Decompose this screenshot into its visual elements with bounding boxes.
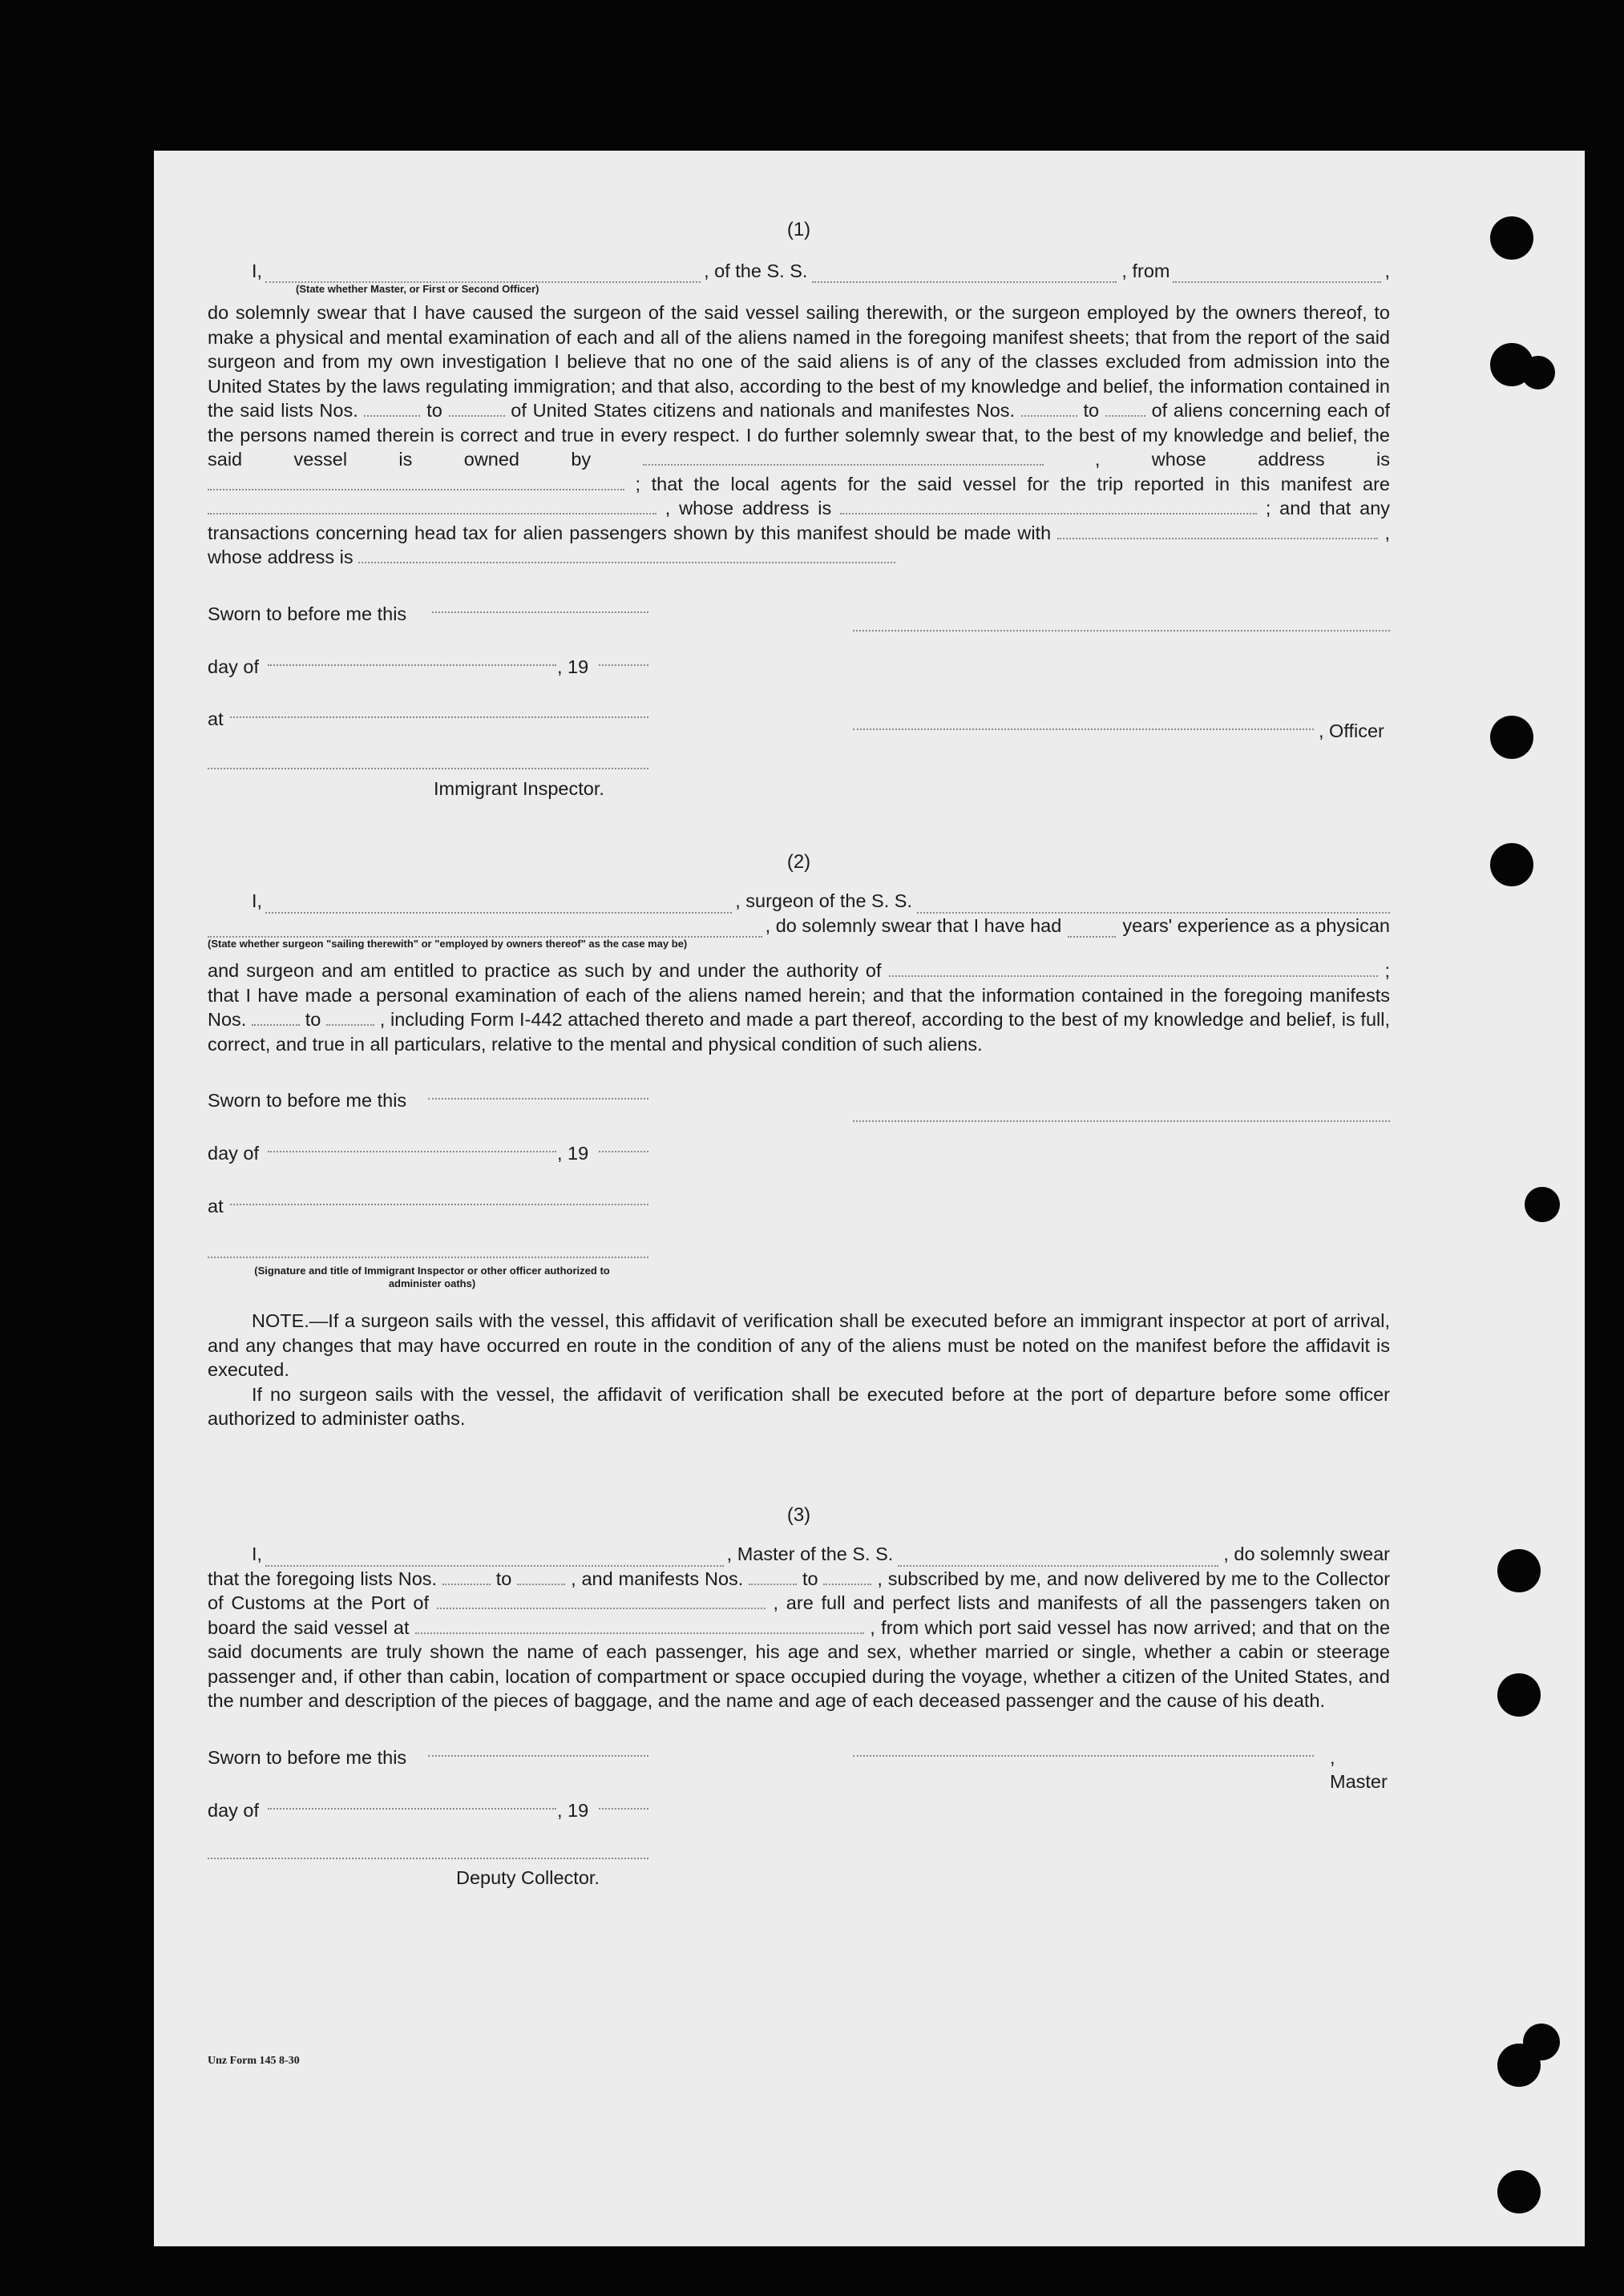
section1-signatures: Sworn to before me this day of , 19 at , Officer Immigrant Inspector. <box>208 570 1390 810</box>
surgeon-signature-field[interactable] <box>853 1120 1390 1122</box>
agents-field[interactable] <box>208 498 656 514</box>
month-field[interactable] <box>268 1808 556 1810</box>
officer-note: (State whether Master, or First or Second Officer) <box>296 283 539 295</box>
surgeon-status-line: , do solemnly swear that I have had years' experience as a physican <box>208 914 1390 938</box>
master-list-to-field[interactable] <box>517 1569 565 1585</box>
year-field[interactable] <box>599 1808 648 1810</box>
note-paragraph: If no surgeon sails with the vessel, the affidavit of verification shall be executed before at the port of departure before some officer authorized to administer oaths. <box>208 1383 1390 1429</box>
section-number: (3) <box>786 1503 811 1526</box>
manifest-to-field[interactable] <box>1105 401 1145 417</box>
list-to-field[interactable] <box>449 401 505 417</box>
section3-paragraph: that the foregoing lists Nos. to , and manifests Nos. to , subscribed by me, and now delivered by me to the Collector of Customs at the Port of , are full and perfect lists and manifests of all the passengers taken on board the said vessel at , from which port said vessel has now arrived; and that on the said documents are truly shown the name of each passenger, his age and sex, whether married or single, whether a cabin or steerage passenger and, if other than cabin, location of compartment or space occupied during the voyage, whether a citizen of the United States, and the number and description of the pieces of baggage, and the name and age of each deceased passenger and the cause of his death. <box>208 1568 1391 1711</box>
month-field[interactable] <box>268 664 556 666</box>
section1-paragraph: do solemnly swear that I have caused the surgeon of the said vessel sailing therewith, or the surgeon employed by the owners thereof, to make a physical and mental examination of each and all of the aliens named in the foregoing manifest sheets; that from the report of the said surgeon and from my own investigation I believe that no one of the said aliens is of any of the classes excluded from admission into the United States by the laws regulating immigration; and that also, according to the best of my knowledge and belief, the information contained in the said lists Nos. to of United States citizens and nationals and manifestes Nos. to of aliens concerning each of the persons named therein is correct and true in every respect. I do further solemnly swear that, to the best of my knowledge and belief, the said vessel is owned by , whose address is ; that the local agents for the said vessel for the trip reported in this manifest are , whose address is ; and that any transactions concerning head tax for alien passengers shown by this manifest should be made with , whose address is <box>208 302 1391 567</box>
years-field[interactable] <box>1068 922 1116 938</box>
punch-hole <box>1490 216 1533 260</box>
master-manifest-from-field[interactable] <box>749 1569 797 1585</box>
section-number: (1) <box>786 219 811 240</box>
section-number: (2) <box>786 850 811 873</box>
place-field[interactable] <box>230 716 648 718</box>
owner-field[interactable] <box>643 450 1044 466</box>
inspector-signature-field[interactable] <box>208 1257 648 1258</box>
list-from-field[interactable] <box>364 401 420 417</box>
officer-title-field[interactable] <box>853 728 1314 730</box>
ship-name-field[interactable] <box>812 267 1117 283</box>
port-field[interactable] <box>437 1593 766 1609</box>
head-tax-party-field[interactable] <box>1057 523 1378 539</box>
surgeon-ship-field[interactable] <box>917 898 1390 914</box>
deputy-signature-field[interactable] <box>208 1858 648 1859</box>
punch-hole <box>1497 2044 1541 2087</box>
owner-address-field[interactable] <box>208 474 624 490</box>
year-field[interactable] <box>599 664 648 666</box>
punch-hole <box>1490 716 1533 759</box>
section2-paragraph: and surgeon and am entitled to practice as such by and under the authority of ; that I have made a personal examination of each of the aliens named herein; and that the information contained in the foregoing manifests Nos. to , including Form I-442 attached thereto and made a part thereof, according to the best of my knowledge and belief, is full, correct, and true in all particulars, relative to the mental and physical condition of such aliens. <box>208 960 1391 1055</box>
form-number: Unz Form 145 8-30 <box>208 2055 300 2067</box>
punch-hole <box>1521 356 1555 389</box>
surgeon-manifest-from-field[interactable] <box>252 1010 300 1026</box>
master-signature-field[interactable] <box>853 1755 1314 1757</box>
punch-hole <box>1497 1673 1541 1717</box>
master-list-from-field[interactable] <box>442 1569 491 1585</box>
surgeon-manifest-to-field[interactable] <box>326 1010 374 1026</box>
authority-field[interactable] <box>889 961 1378 977</box>
surgeon-note: (State whether surgeon "sailing therewith" or "employed by owners thereof" as the case may be) <box>208 938 688 950</box>
punch-hole <box>1490 843 1533 886</box>
punch-hole <box>1497 2170 1541 2213</box>
note-paragraph: NOTE.—If a surgeon sails with the vessel, this affidavit of verification shall be executed before an immigrant inspector at port of arrival, and any changes that may have occurred en route in the condition of any of the aliens must be noted on the manifest before the affidavit is executed. <box>208 1310 1390 1380</box>
month-field[interactable] <box>268 1151 556 1152</box>
officer-signature-field[interactable] <box>853 630 1390 632</box>
affidavit-text <box>208 218 1391 1888</box>
surgeon-name-field[interactable] <box>265 898 732 914</box>
officer-name-field[interactable] <box>265 267 701 283</box>
from-port-field[interactable] <box>1173 267 1381 283</box>
inspector-signature-field[interactable] <box>208 768 648 769</box>
surgeon-line: I, , surgeon of the S. S. <box>208 889 1390 914</box>
section3-signatures: Sworn to before me this , Master day of , 19 Deputy Collector. <box>208 1746 1388 1888</box>
master-manifest-to-field[interactable] <box>823 1569 871 1585</box>
sworn-day-field[interactable] <box>428 1755 648 1757</box>
place-field[interactable] <box>230 1204 648 1205</box>
punch-hole <box>1497 1549 1541 1592</box>
embarkation-port-field[interactable] <box>415 1618 864 1634</box>
head-tax-address-field[interactable] <box>358 547 895 563</box>
master-ship-field[interactable] <box>898 1551 1218 1567</box>
agents-address-field[interactable] <box>840 498 1257 514</box>
sworn-day-field[interactable] <box>428 1098 648 1100</box>
sworn-day-field[interactable] <box>432 611 648 613</box>
master-line: I, , Master of the S. S. , do solemnly swear <box>208 1542 1390 1567</box>
surgeon-status-field[interactable] <box>208 922 762 938</box>
year-field[interactable] <box>599 1151 648 1152</box>
manifest-from-field[interactable] <box>1021 401 1077 417</box>
manifest-affidavit-page <box>154 151 1585 2246</box>
punch-hole <box>1525 1187 1560 1222</box>
officer-line: I, , of the S. S. , from , <box>208 259 1390 284</box>
section2-signatures: Sworn to before me this day of , 19 at (Signature and title of Immigrant Inspector or other officer authorized to administer oaths) <box>208 1056 1390 1293</box>
master-name-field[interactable] <box>265 1551 724 1567</box>
